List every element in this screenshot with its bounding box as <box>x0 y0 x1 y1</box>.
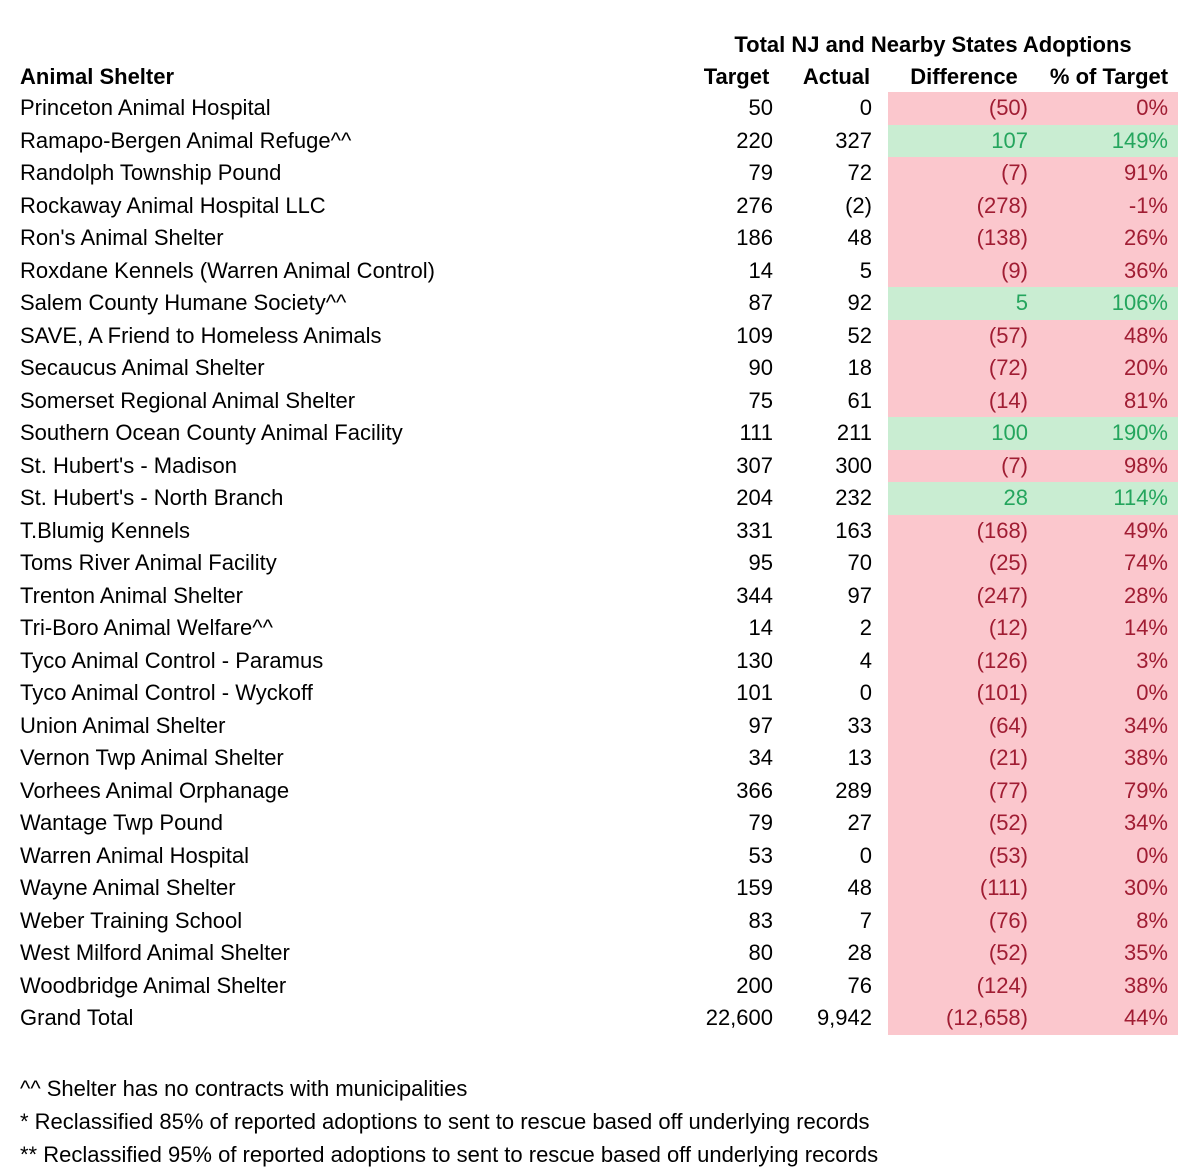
actual-cell: 52 <box>847 322 872 348</box>
actual-cell: 92 <box>847 290 872 316</box>
difference-cell: (12,658) <box>888 1002 1040 1035</box>
footnote: ^^ Shelter has no contracts with municipalities <box>20 1075 468 1101</box>
table-row <box>0 807 1178 840</box>
column-header-target: Target <box>703 63 770 89</box>
pct-of-target-cell: 34% <box>1040 807 1178 840</box>
target-cell: 75 <box>748 387 773 413</box>
actual-cell: 232 <box>835 485 872 511</box>
target-cell: 22,600 <box>705 1005 773 1031</box>
pct-of-target-cell: 79% <box>1040 775 1178 808</box>
target-cell: 95 <box>748 550 773 576</box>
pct-of-target-cell: 0% <box>1040 840 1178 873</box>
target-cell: 130 <box>736 647 773 673</box>
table-row <box>0 92 1178 125</box>
table-row <box>0 742 1178 775</box>
difference-cell: (76) <box>888 905 1040 938</box>
shelter-name-cell: Woodbridge Animal Shelter <box>20 972 287 998</box>
actual-cell: 0 <box>859 842 872 868</box>
target-cell: 307 <box>736 452 773 478</box>
target-cell: 186 <box>736 225 773 251</box>
target-cell: 34 <box>748 745 773 771</box>
shelter-name-cell: Vernon Twp Animal Shelter <box>20 745 284 771</box>
actual-cell: 13 <box>847 745 872 771</box>
table-row <box>0 417 1178 450</box>
shelter-name-cell: Salem County Humane Society^^ <box>20 290 347 316</box>
target-cell: 220 <box>736 127 773 153</box>
difference-cell: (9) <box>888 255 1040 288</box>
shelter-name-cell: T.Blumig Kennels <box>20 517 190 543</box>
pct-of-target-cell: 28% <box>1040 580 1178 613</box>
target-cell: 101 <box>736 680 773 706</box>
difference-cell: (247) <box>888 580 1040 613</box>
difference-cell: (126) <box>888 645 1040 678</box>
target-cell: 331 <box>736 517 773 543</box>
table-row <box>0 970 1178 1003</box>
target-cell: 14 <box>748 615 773 641</box>
actual-cell: 61 <box>847 387 872 413</box>
column-header-difference: Difference <box>910 63 1018 89</box>
difference-cell: (14) <box>888 385 1040 418</box>
shelter-name-cell: Vorhees Animal Orphanage <box>20 777 290 803</box>
difference-cell: (168) <box>888 515 1040 548</box>
target-cell: 159 <box>736 875 773 901</box>
column-header-actual: Actual <box>802 63 871 89</box>
table-row <box>0 612 1178 645</box>
target-cell: 90 <box>748 355 773 381</box>
actual-cell: 18 <box>847 355 872 381</box>
actual-cell: 76 <box>847 972 872 998</box>
pct-of-target-cell: 0% <box>1040 677 1178 710</box>
shelter-name-cell: Union Animal Shelter <box>20 712 226 738</box>
pct-of-target-cell: 38% <box>1040 970 1178 1003</box>
shelter-name-cell: Southern Ocean County Animal Facility <box>20 420 403 446</box>
footnotes <box>0 1072 1200 1170</box>
shelter-name-cell: Warren Animal Hospital <box>20 842 250 868</box>
pct-of-target-cell: 114% <box>1040 482 1178 515</box>
table-row <box>0 775 1178 808</box>
actual-cell: 48 <box>847 225 872 251</box>
pct-of-target-cell: 3% <box>1040 645 1178 678</box>
difference-cell: (278) <box>888 190 1040 223</box>
pct-of-target-cell: 44% <box>1040 1002 1178 1035</box>
shelter-name-cell: Randolph Township Pound <box>20 160 282 186</box>
table-row <box>0 840 1178 873</box>
target-cell: 111 <box>739 420 773 446</box>
difference-cell: (124) <box>888 970 1040 1003</box>
target-cell: 344 <box>736 582 773 608</box>
table-row <box>0 1002 1178 1035</box>
shelter-name-cell: SAVE, A Friend to Homeless Animals <box>20 322 382 348</box>
shelter-name-cell: Toms River Animal Facility <box>20 550 277 576</box>
difference-cell: (72) <box>888 352 1040 385</box>
table-row <box>0 157 1178 190</box>
shelter-name-cell: Tri-Boro Animal Welfare^^ <box>20 615 273 641</box>
pct-of-target-cell: 0% <box>1040 92 1178 125</box>
actual-cell: 9,942 <box>816 1005 872 1031</box>
adoptions-table <box>0 61 1178 1035</box>
target-cell: 53 <box>748 842 773 868</box>
shelter-name-cell: Tyco Animal Control - Wyckoff <box>20 680 313 706</box>
difference-cell: (12) <box>888 612 1040 645</box>
pct-of-target-cell: 74% <box>1040 547 1178 580</box>
actual-cell: 300 <box>835 452 872 478</box>
shelter-name-cell: Princeton Animal Hospital <box>20 95 271 121</box>
table-row <box>0 905 1178 938</box>
shelter-name-cell: Grand Total <box>20 1005 134 1031</box>
pct-of-target-cell: 91% <box>1040 157 1178 190</box>
table-row <box>0 125 1178 158</box>
shelter-name-cell: Rockaway Animal Hospital LLC <box>20 192 326 218</box>
shelter-name-cell: Tyco Animal Control - Paramus <box>20 647 324 673</box>
pct-of-target-cell: 26% <box>1040 222 1178 255</box>
table-row <box>0 287 1178 320</box>
difference-cell: (25) <box>888 547 1040 580</box>
table-row <box>0 710 1178 743</box>
difference-cell: (7) <box>888 157 1040 190</box>
target-cell: 276 <box>736 192 773 218</box>
pct-of-target-cell: 38% <box>1040 742 1178 775</box>
actual-cell: 2 <box>859 615 872 641</box>
difference-cell: (52) <box>888 937 1040 970</box>
actual-cell: 4 <box>859 647 872 673</box>
table-row <box>0 580 1178 613</box>
pct-of-target-cell: 98% <box>1040 450 1178 483</box>
target-cell: 83 <box>748 907 773 933</box>
column-header-pct-of-target: % of Target <box>1049 63 1169 89</box>
pct-of-target-cell: 35% <box>1040 937 1178 970</box>
target-cell: 79 <box>748 810 773 836</box>
difference-cell: (53) <box>888 840 1040 873</box>
pct-of-target-cell: 14% <box>1040 612 1178 645</box>
table-row <box>0 515 1178 548</box>
actual-cell: 5 <box>859 257 872 283</box>
actual-cell: 0 <box>859 95 872 121</box>
actual-cell: 33 <box>847 712 872 738</box>
pct-of-target-cell: 36% <box>1040 255 1178 288</box>
actual-cell: 27 <box>847 810 872 836</box>
table-row <box>0 677 1178 710</box>
actual-cell: 289 <box>835 777 872 803</box>
difference-cell: (64) <box>888 710 1040 743</box>
table-row <box>0 547 1178 580</box>
actual-cell: 327 <box>835 127 872 153</box>
footnote: ** Reclassified 95% of reported adoptions to sent to rescue based off underlying records <box>20 1141 879 1167</box>
pct-of-target-cell: 149% <box>1040 125 1178 158</box>
difference-cell: (77) <box>888 775 1040 808</box>
table-header-row <box>0 61 1178 92</box>
pct-of-target-cell: 20% <box>1040 352 1178 385</box>
pct-of-target-cell: 190% <box>1040 417 1178 450</box>
shelter-name-cell: Wantage Twp Pound <box>20 810 224 836</box>
footnote: * Reclassified 85% of reported adoptions to sent to rescue based off underlying records <box>20 1108 870 1134</box>
table-row <box>0 222 1178 255</box>
table-row <box>0 872 1178 905</box>
difference-cell: (138) <box>888 222 1040 255</box>
table-row <box>0 937 1178 970</box>
pct-of-target-cell: 8% <box>1040 905 1178 938</box>
difference-cell: (21) <box>888 742 1040 775</box>
target-cell: 109 <box>736 322 773 348</box>
actual-cell: 97 <box>847 582 872 608</box>
shelter-name-cell: Secaucus Animal Shelter <box>20 355 265 381</box>
target-cell: 79 <box>748 160 773 186</box>
difference-cell: (50) <box>888 92 1040 125</box>
difference-cell: (101) <box>888 677 1040 710</box>
shelter-name-cell: Weber Training School <box>20 907 243 933</box>
target-cell: 204 <box>736 485 773 511</box>
difference-cell: 28 <box>888 482 1040 515</box>
difference-cell: 100 <box>888 417 1040 450</box>
difference-cell: (111) <box>888 872 1040 905</box>
table-row <box>0 190 1178 223</box>
pct-of-target-cell: 106% <box>1040 287 1178 320</box>
table-row <box>0 320 1178 353</box>
actual-cell: 72 <box>847 160 872 186</box>
pct-of-target-cell: -1% <box>1040 190 1178 223</box>
difference-cell: (7) <box>888 450 1040 483</box>
target-cell: 87 <box>748 290 773 316</box>
actual-cell: (2) <box>845 192 872 218</box>
pct-of-target-cell: 81% <box>1040 385 1178 418</box>
target-cell: 50 <box>748 95 773 121</box>
actual-cell: 7 <box>859 907 872 933</box>
pct-of-target-cell: 49% <box>1040 515 1178 548</box>
shelter-name-cell: Trenton Animal Shelter <box>20 582 243 608</box>
difference-cell: (52) <box>888 807 1040 840</box>
shelter-name-cell: Somerset Regional Animal Shelter <box>20 387 356 413</box>
actual-cell: 70 <box>847 550 872 576</box>
shelter-name-cell: Ramapo-Bergen Animal Refuge^^ <box>20 127 352 153</box>
shelter-name-cell: St. Hubert's - North Branch <box>20 485 284 511</box>
shelter-name-cell: St. Hubert's - Madison <box>20 452 237 478</box>
pct-of-target-cell: 48% <box>1040 320 1178 353</box>
shelter-name-cell: Wayne Animal Shelter <box>20 875 236 901</box>
target-cell: 80 <box>748 940 773 966</box>
column-header-animal-shelter: Animal Shelter <box>20 63 175 89</box>
shelter-name-cell: Roxdane Kennels (Warren Animal Control) <box>20 257 435 283</box>
target-cell: 14 <box>748 257 773 283</box>
actual-cell: 211 <box>836 420 872 446</box>
difference-cell: 5 <box>888 287 1040 320</box>
actual-cell: 28 <box>847 940 872 966</box>
table-row <box>0 352 1178 385</box>
difference-cell: (57) <box>888 320 1040 353</box>
target-cell: 200 <box>736 972 773 998</box>
target-cell: 97 <box>748 712 773 738</box>
actual-cell: 48 <box>847 875 872 901</box>
table-row <box>0 482 1178 515</box>
shelter-name-cell: West Milford Animal Shelter <box>20 940 290 966</box>
target-cell: 366 <box>736 777 773 803</box>
pct-of-target-cell: 30% <box>1040 872 1178 905</box>
difference-cell: 107 <box>888 125 1040 158</box>
table-row <box>0 385 1178 418</box>
table-row <box>0 255 1178 288</box>
actual-cell: 0 <box>859 680 872 706</box>
shelter-name-cell: Ron's Animal Shelter <box>20 225 224 251</box>
table-row <box>0 450 1178 483</box>
pct-of-target-cell: 34% <box>1040 710 1178 743</box>
actual-cell: 163 <box>835 517 872 543</box>
table-row <box>0 645 1178 678</box>
table-title: Total NJ and Nearby States Adoptions <box>734 32 1132 57</box>
shelter-table-body <box>0 92 1178 1035</box>
